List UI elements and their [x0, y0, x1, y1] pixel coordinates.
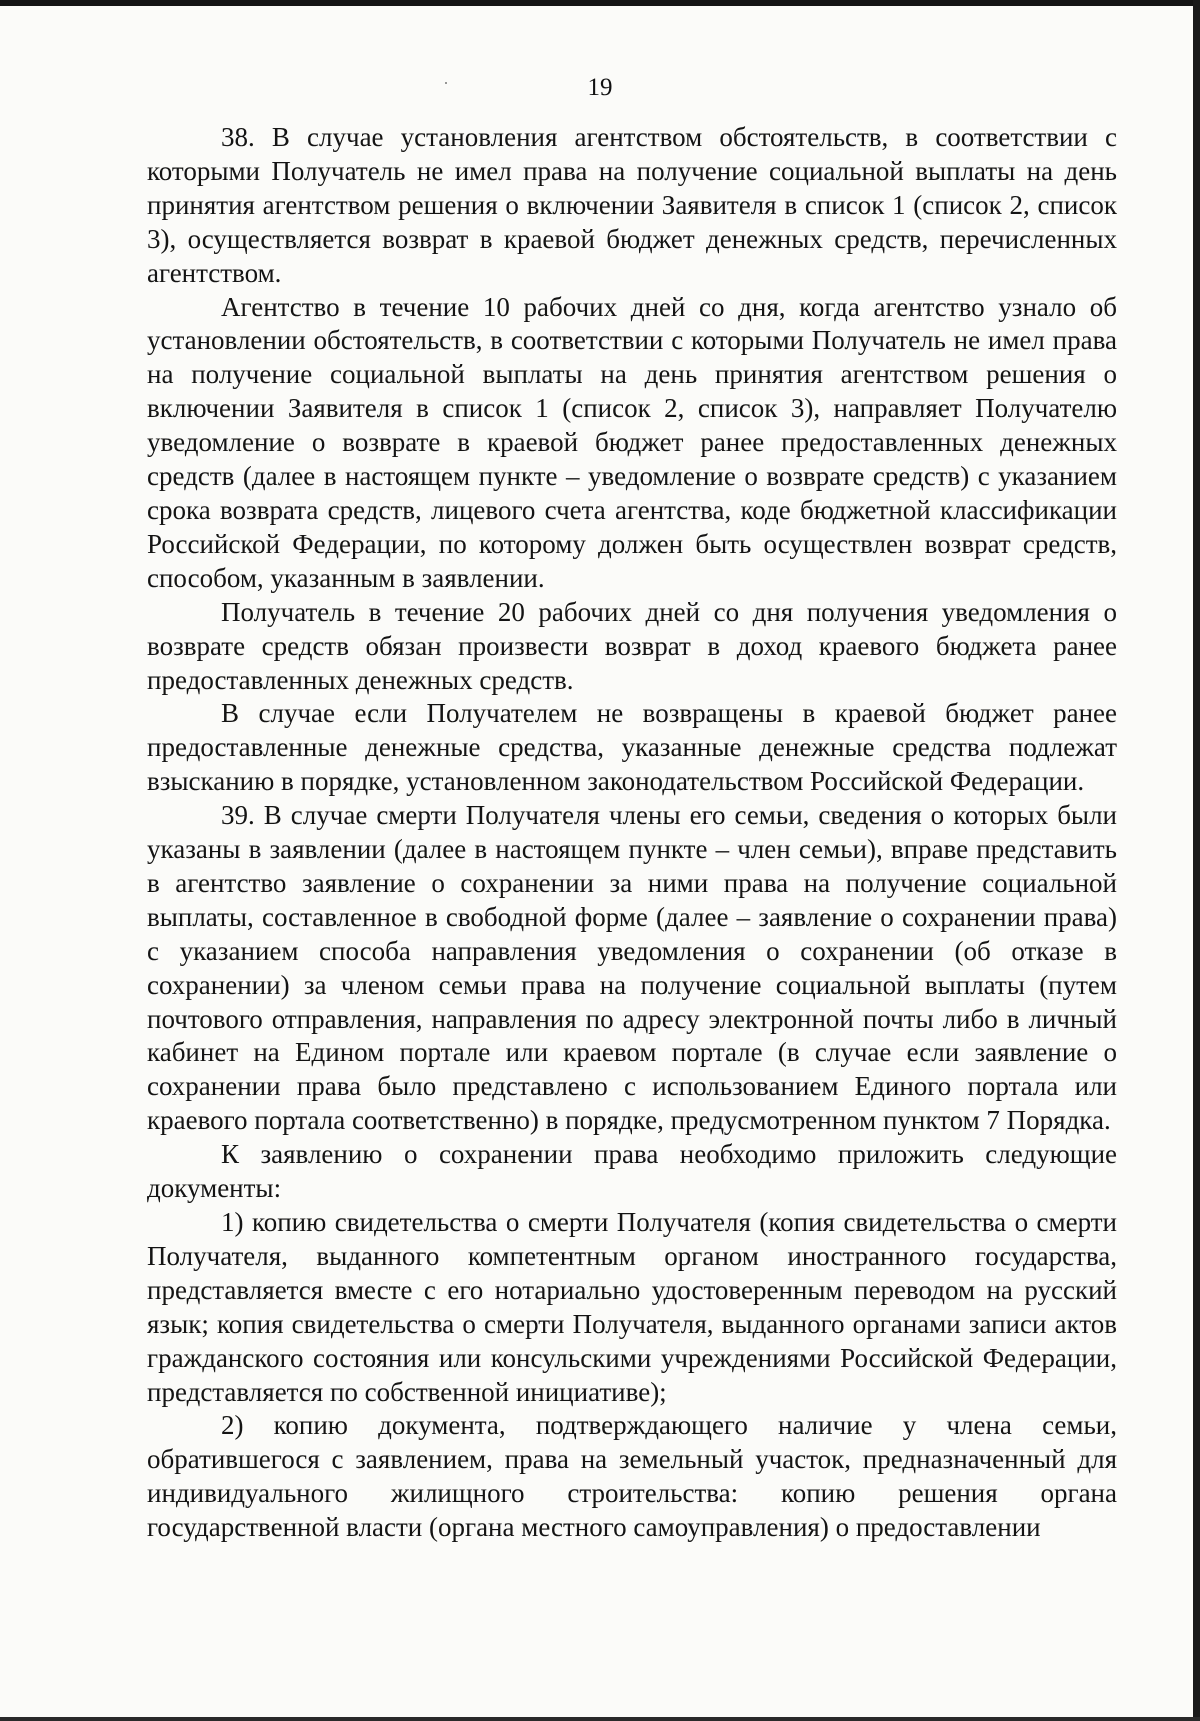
paragraph-recovery: В случае если Получателем не возвращены в краевой бюджет ранее предоставленные денежные средства, указанные денежные средства подлежат взысканию в порядке, установленном законодательством Российской Федерации. — [147, 698, 1117, 797]
page-number: 19 — [587, 74, 613, 101]
document-body — [147, 121, 1117, 1545]
paragraph-38: 38. В случае установления агентством обстоятельств, в соответствии с которыми Получатель не имел права на получение социальной выплаты на день принятия агентством решения о включении Заявителя в список 1 (список 2, список 3), осуществляется возврат в краевой бюджет денежных средств, перечисленных агентством. — [147, 122, 1117, 288]
paragraph-attachments-intro: К заявлению о сохранении права необходимо приложить следующие документы: — [147, 1139, 1117, 1204]
list-item-2: 2) копию документа, подтверждающего наличие у члена семьи, обратившегося с заявлением, права на земельный участок, предназначенный для индивидуального жилищного строительства: копию решения органа государственной власти (органа местного самоуправления) о предоставлении — [147, 1410, 1117, 1543]
scan-edge-top — [0, 0, 1200, 6]
paragraph-agency-notice: Агентство в течение 10 рабочих дней со дня, когда агентство узнало об установлении обстоятельств, в соответствии с которыми Получатель не имел права на получение социальной выплаты на день принятия агентством решения о включении Заявителя в список 1 (список 2, список 3), направляет Получателю уведомление о возврате в краевой бюджет ранее предоставленных денежных средств (далее в настоящем пункте – уведомление о возврате средств) с указанием срока возврата средств, лицевого счета агентства, коде бюджетной классификации Российской Федерации, по которому должен быть осуществлен возврат средств, способом, указанным в заявлении. — [147, 291, 1117, 593]
scan-edge-bottom — [0, 1717, 1200, 1721]
scan-edge-right — [1193, 0, 1200, 1721]
paragraph-recipient-return: Получатель в течение 20 рабочих дней со дня получения уведомления о возврате средств обязан произвести возврат в доход краевого бюджета ранее предоставленных денежных средств. — [147, 596, 1117, 695]
paragraph-39: 39. В случае смерти Получателя члены его семьи, сведения о которых были указаны в заявлении (далее в настоящем пункте – член семьи), вправе представить в агентство заявление о сохранении за ними права на получение социальной выплаты, составленное в свободной форме (далее – заявление о сохранении права) с указанием способа направления уведомления о сохранении (об отказе в сохранении) за членом семьи права на получение социальной выплаты (путем почтового отправления, направления по адресу электронной почты либо в личный кабинет на Едином портале или краевом портале (в случае если заявление о сохранении права было представлено с использованием Единого портала или краевого портала соответственно) в порядке, предусмотренном пунктом 7 Порядка. — [147, 800, 1117, 1136]
list-item-1: 1) копию свидетельства о смерти Получателя (копия свидетельства о смерти Получателя, выданного компетентным органом иностранного государства, представляется вместе с его нотариально удостоверенным переводом на русский язык; копия свидетельства о смерти Получателя, выданного органами записи актов гражданского состояния или консульскими учреждениями Российской Федерации, представляется по собственной инициативе); — [147, 1207, 1117, 1407]
